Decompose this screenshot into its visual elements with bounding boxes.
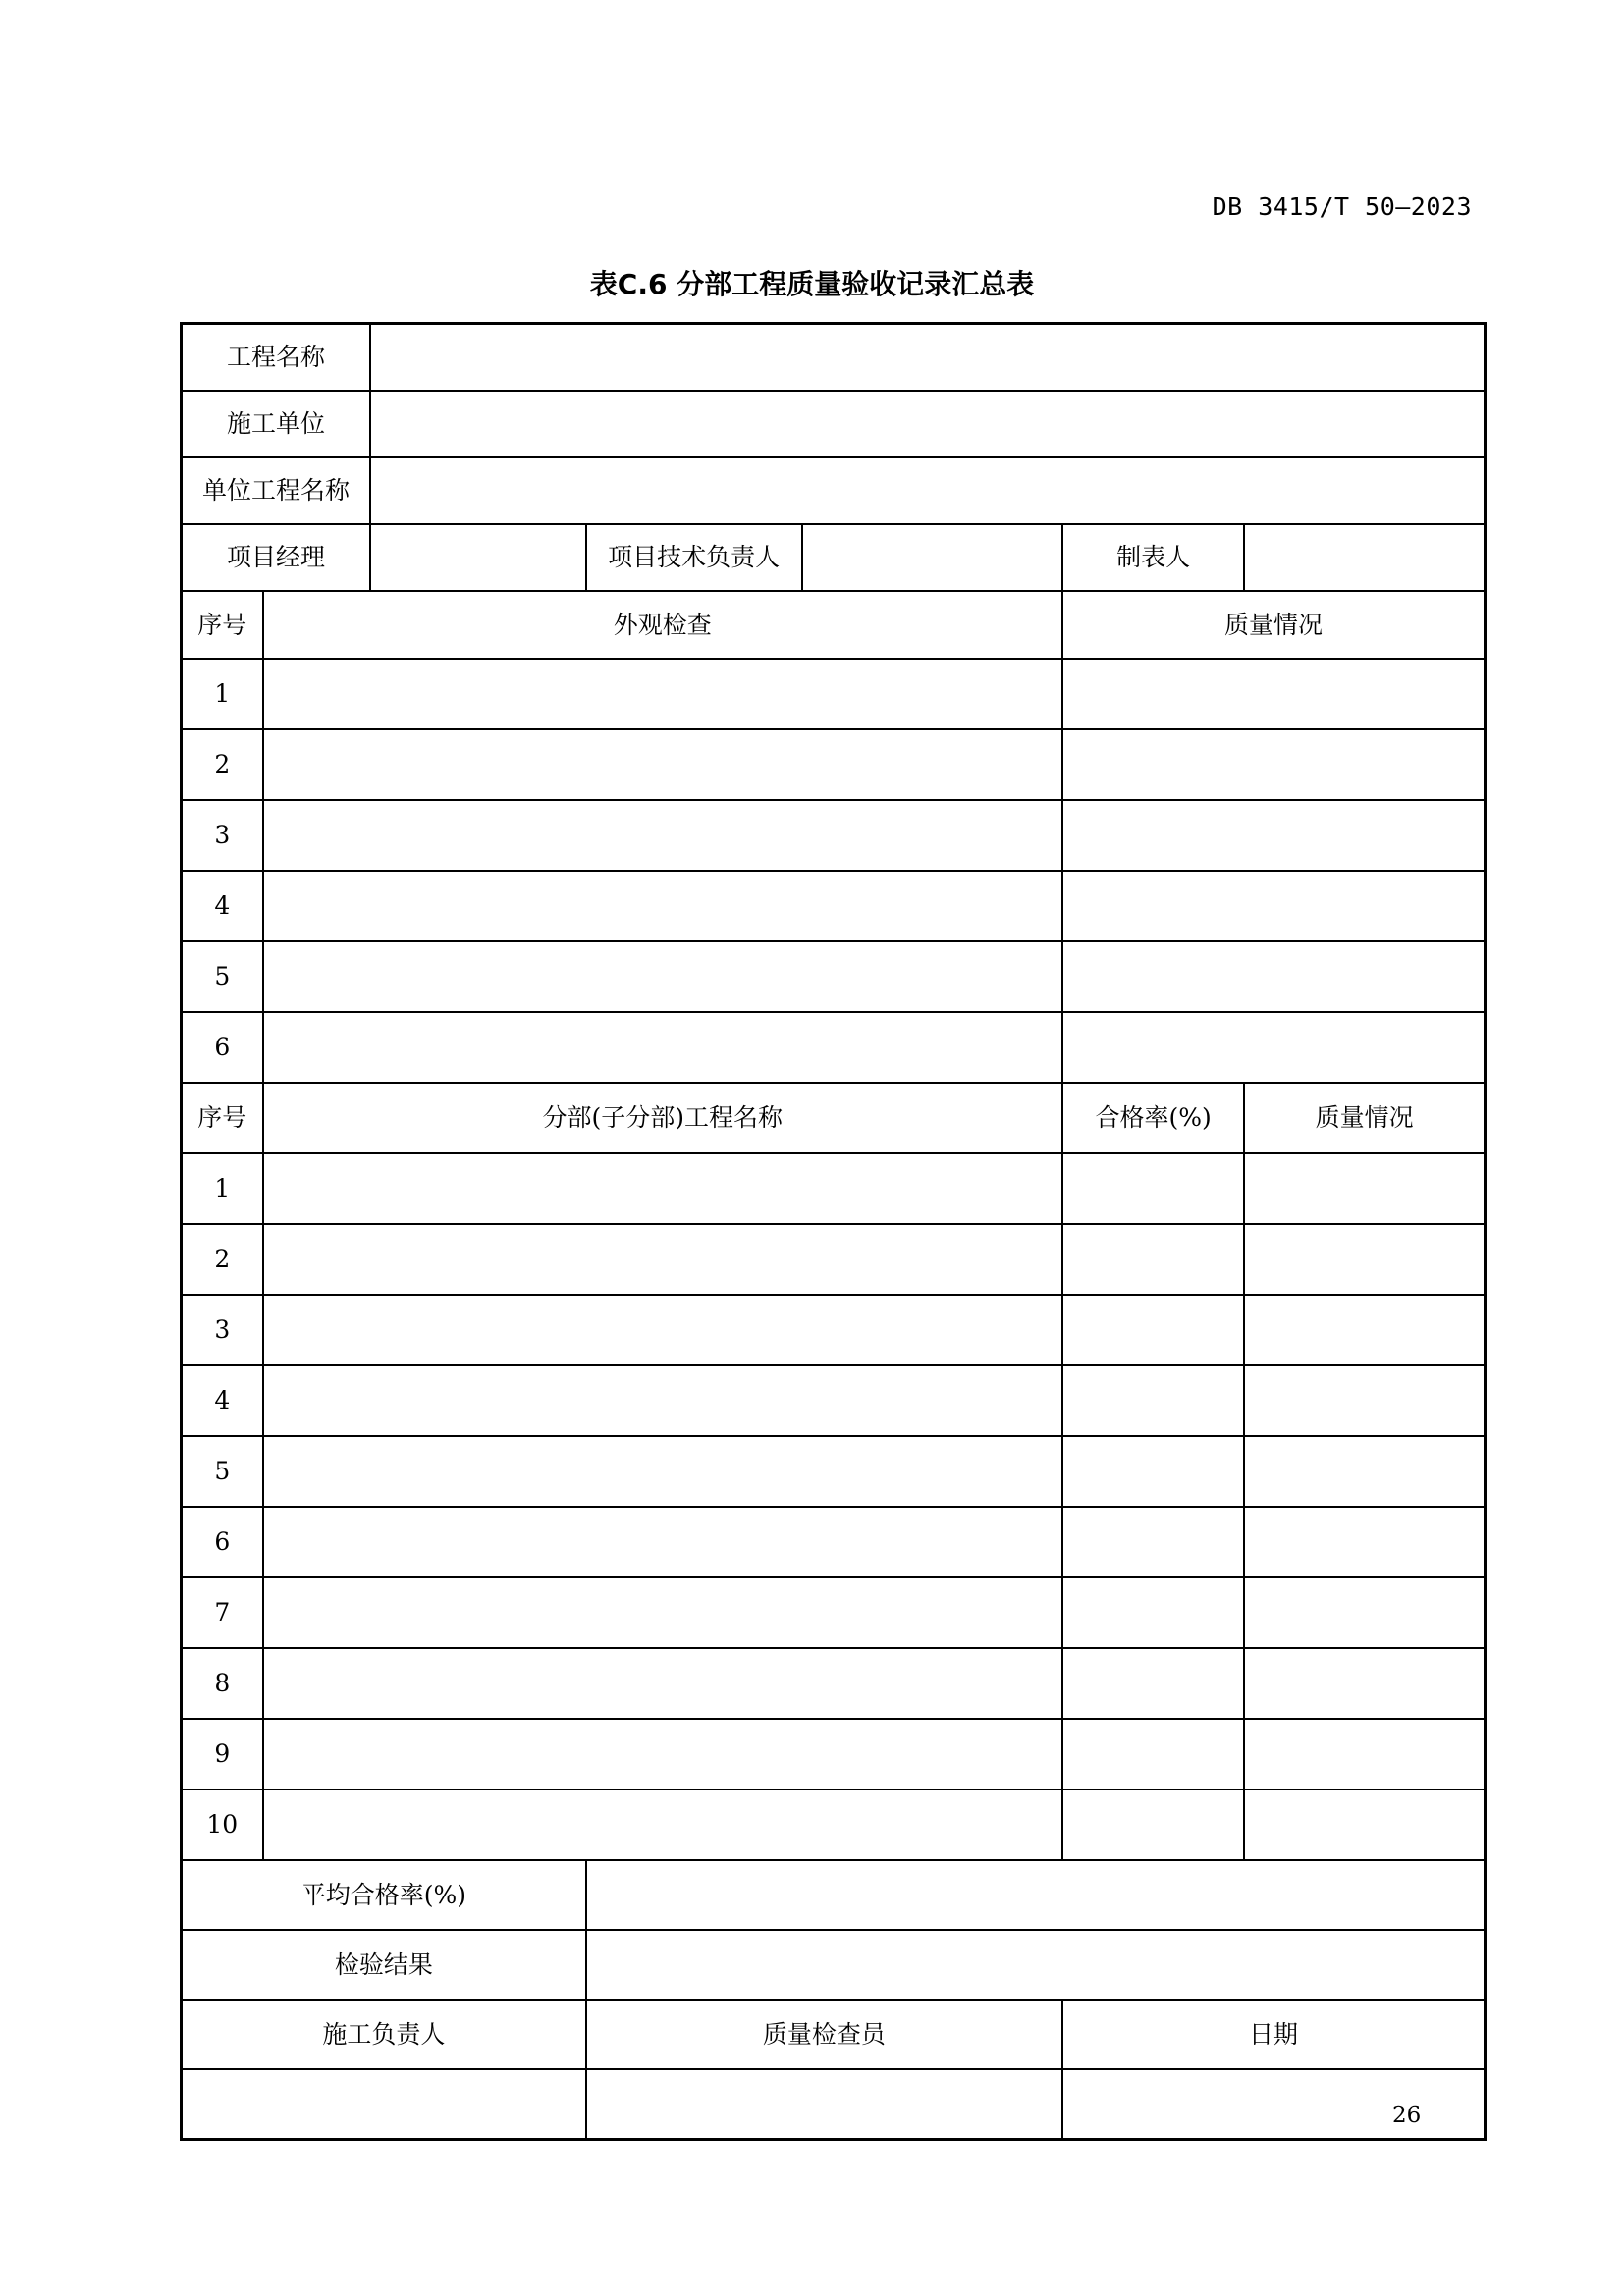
appearance-quality-cell[interactable] — [1062, 1012, 1486, 1083]
construction-unit-row — [182, 391, 1486, 457]
subdivision-name-cell[interactable] — [263, 1153, 1062, 1224]
appearance-quality-cell[interactable] — [1062, 659, 1486, 729]
subdivision-row — [182, 1577, 1486, 1648]
appearance-quality-cell[interactable] — [1062, 871, 1486, 941]
subdivision-row — [182, 1648, 1486, 1719]
subdivision-quality-cell[interactable] — [1244, 1577, 1485, 1648]
unit-project-label: 单位工程名称 — [182, 457, 370, 524]
construction-unit-field[interactable] — [370, 391, 1486, 457]
row-number: 2 — [182, 1224, 263, 1295]
subdivision-quality-cell[interactable] — [1244, 1719, 1485, 1789]
pass-rate-cell[interactable] — [1062, 1436, 1244, 1507]
row-number: 1 — [182, 1153, 263, 1224]
unit-project-field[interactable] — [370, 457, 1486, 524]
construction-lead-label: 施工负责人 — [182, 2000, 586, 2069]
subdivision-name-cell[interactable] — [263, 1577, 1062, 1648]
subdivision-quality-cell[interactable] — [1244, 1295, 1485, 1365]
project-name-label: 工程名称 — [182, 324, 370, 392]
tech-lead-label: 项目技术负责人 — [586, 524, 802, 591]
document-code: DB 3415/T 50—2023 — [1212, 192, 1472, 221]
tech-lead-field[interactable] — [802, 524, 1062, 591]
pass-rate-cell[interactable] — [1062, 1365, 1244, 1436]
average-rate-field[interactable] — [586, 1860, 1486, 1930]
subdivision-row — [182, 1436, 1486, 1507]
row-number: 4 — [182, 871, 263, 941]
subdivision-name-header: 分部(子分部)工程名称 — [263, 1083, 1062, 1153]
subdivision-header-row — [182, 1083, 1486, 1153]
page-number: 26 — [1392, 2103, 1422, 2128]
subdivision-quality-cell[interactable] — [1244, 1648, 1485, 1719]
subdivision-row — [182, 1365, 1486, 1436]
subdivision-quality-cell[interactable] — [1244, 1224, 1485, 1295]
pass-rate-cell[interactable] — [1062, 1224, 1244, 1295]
subdivision-quality-cell[interactable] — [1244, 1153, 1485, 1224]
row-number: 10 — [182, 1789, 263, 1860]
pass-rate-cell[interactable] — [1062, 1719, 1244, 1789]
subdivision-row — [182, 1295, 1486, 1365]
average-rate-row — [182, 1860, 1486, 1930]
pass-rate-cell[interactable] — [1062, 1153, 1244, 1224]
preparer-label: 制表人 — [1062, 524, 1244, 591]
pass-rate-cell[interactable] — [1062, 1577, 1244, 1648]
subdivision-name-cell[interactable] — [263, 1295, 1062, 1365]
row-number: 6 — [182, 1507, 263, 1577]
pass-rate-cell[interactable] — [1062, 1648, 1244, 1719]
inspection-result-label: 检验结果 — [182, 1930, 586, 2000]
inspection-result-field[interactable] — [586, 1930, 1486, 2000]
subdivision-name-cell[interactable] — [263, 1789, 1062, 1860]
subdivision-name-cell[interactable] — [263, 1719, 1062, 1789]
signature-field-row — [182, 2069, 1486, 2140]
row-number: 7 — [182, 1577, 263, 1648]
row-number: 4 — [182, 1365, 263, 1436]
appearance-row — [182, 1012, 1486, 1083]
appearance-check-cell[interactable] — [263, 871, 1062, 941]
project-name-row — [182, 324, 1486, 392]
row-number: 3 — [182, 800, 263, 871]
project-name-field[interactable] — [370, 324, 1486, 392]
appearance-quality-cell[interactable] — [1062, 800, 1486, 871]
table-title: 表C.6 分部工程质量验收记录汇总表 — [589, 268, 1035, 300]
subdivision-name-cell[interactable] — [263, 1365, 1062, 1436]
subdivision-quality-cell[interactable] — [1244, 1365, 1485, 1436]
appearance-row — [182, 659, 1486, 729]
average-rate-label: 平均合格率(%) — [182, 1860, 586, 1930]
appearance-row — [182, 941, 1486, 1012]
date-field[interactable] — [1062, 2069, 1486, 2140]
preparer-field[interactable] — [1244, 524, 1485, 591]
subdivision-row — [182, 1153, 1486, 1224]
row-number: 5 — [182, 1436, 263, 1507]
subdivision-name-cell[interactable] — [263, 1436, 1062, 1507]
pass-rate-cell[interactable] — [1062, 1295, 1244, 1365]
row-number: 1 — [182, 659, 263, 729]
subdivision-quality-header: 质量情况 — [1244, 1083, 1485, 1153]
appearance-check-header: 外观检查 — [263, 591, 1062, 659]
appearance-row — [182, 871, 1486, 941]
project-manager-label: 项目经理 — [182, 524, 370, 591]
construction-lead-signature-field[interactable] — [182, 2069, 586, 2140]
pass-rate-cell[interactable] — [1062, 1789, 1244, 1860]
appearance-check-cell[interactable] — [263, 659, 1062, 729]
construction-unit-label: 施工单位 — [182, 391, 370, 457]
appearance-check-cell[interactable] — [263, 729, 1062, 800]
quality-acceptance-summary-table — [180, 322, 1487, 2141]
quality-inspector-signature-field[interactable] — [586, 2069, 1062, 2140]
appearance-quality-cell[interactable] — [1062, 729, 1486, 800]
subdivision-row — [182, 1789, 1486, 1860]
subdivision-quality-cell[interactable] — [1244, 1789, 1485, 1860]
subdivision-row — [182, 1507, 1486, 1577]
appearance-row — [182, 729, 1486, 800]
appearance-quality-header: 质量情况 — [1062, 591, 1486, 659]
row-number: 2 — [182, 729, 263, 800]
subdivision-name-cell[interactable] — [263, 1648, 1062, 1719]
appearance-check-cell[interactable] — [263, 941, 1062, 1012]
subdivision-row — [182, 1719, 1486, 1789]
subdivision-row — [182, 1224, 1486, 1295]
pass-rate-cell[interactable] — [1062, 1507, 1244, 1577]
row-number: 9 — [182, 1719, 263, 1789]
row-number: 8 — [182, 1648, 263, 1719]
date-label: 日期 — [1062, 2000, 1486, 2069]
appearance-no-header: 序号 — [182, 591, 263, 659]
inspection-result-row — [182, 1930, 1486, 2000]
subdivision-name-cell[interactable] — [263, 1224, 1062, 1295]
row-number: 6 — [182, 1012, 263, 1083]
subdivision-quality-cell[interactable] — [1244, 1436, 1485, 1507]
personnel-row — [182, 524, 1486, 591]
appearance-check-cell[interactable] — [263, 1012, 1062, 1083]
appearance-check-cell[interactable] — [263, 800, 1062, 871]
quality-inspector-label: 质量检查员 — [586, 2000, 1062, 2069]
signature-label-row — [182, 2000, 1486, 2069]
pass-rate-header: 合格率(%) — [1062, 1083, 1244, 1153]
appearance-header-row — [182, 591, 1486, 659]
appearance-quality-cell[interactable] — [1062, 941, 1486, 1012]
subdivision-name-cell[interactable] — [263, 1507, 1062, 1577]
subdivision-no-header: 序号 — [182, 1083, 263, 1153]
row-number: 5 — [182, 941, 263, 1012]
project-manager-field[interactable] — [370, 524, 586, 591]
subdivision-quality-cell[interactable] — [1244, 1507, 1485, 1577]
row-number: 3 — [182, 1295, 263, 1365]
appearance-row — [182, 800, 1486, 871]
unit-project-row — [182, 457, 1486, 524]
